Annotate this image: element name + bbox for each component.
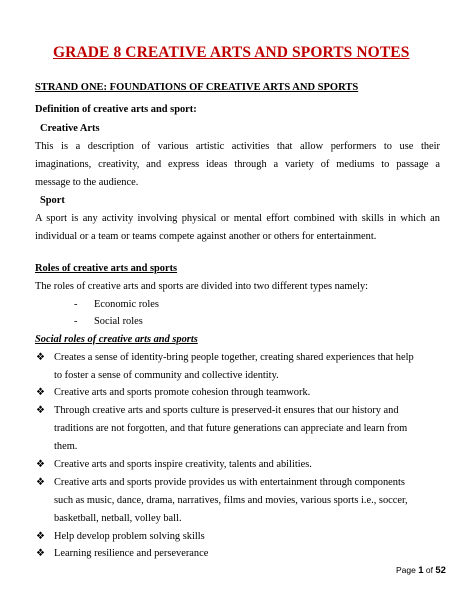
page-word: Page [396,565,416,575]
diamond-bullet-icon: ❖ [36,459,45,470]
strand-heading: STRAND ONE: FOUNDATIONS OF CREATIVE ARTS AND SPORTS [35,82,359,93]
social-role-line: Creative arts and sports provide provides us with entertainment through components [54,477,405,488]
current-page: 1 [418,565,424,576]
sport-line: A sport is any activity involving physical or mental effort combined with skills in which an [35,213,440,224]
creative-arts-line: imaginations, creativity, and express ideas through a variety of mediums to passage a [35,159,440,170]
page-number [396,565,446,576]
creative-arts-line: This is a description of various artistic activities that allow performers to use their [35,141,440,152]
roles-heading: Roles of creative arts and sports [35,263,178,274]
sport-line: individual or a team or teams compete against another or others for entertainment. [35,231,377,242]
roles-intro: The roles of creative arts and sports are divided into two different types namely: [35,281,369,292]
social-role-line: Help develop problem solving skills [54,531,205,542]
definition-heading: Definition of creative arts and sport: [35,104,197,115]
diamond-bullet-icon: ❖ [36,477,45,488]
diamond-bullet-icon: ❖ [36,405,45,416]
roles-list-item: Social roles [94,316,143,327]
social-role-line: to foster a sense of community and collective identity. [54,370,279,381]
diamond-bullet-icon: ❖ [36,352,45,363]
diamond-bullet-icon: ❖ [36,387,45,398]
roles-list-item: Economic roles [94,299,159,310]
social-role-line: such as music, dance, drama, narratives, films and movies, various sports i.e., soccer, [54,495,408,506]
of-word: of [425,565,433,575]
total-pages: 52 [435,565,446,576]
sport-heading: Sport [40,195,65,206]
social-roles-heading: Social roles of creative arts and sports [35,334,198,345]
social-role-line: Creates a sense of identity-bring people together, creating shared experiences that help [54,352,414,363]
social-role-line: traditions are not forgotten, and that future generations can appreciate and learn from [54,423,408,434]
creative-arts-heading: Creative Arts [40,123,100,134]
dash-marker: - [74,316,78,327]
diamond-bullet-icon: ❖ [36,531,45,542]
social-role-line: Through creative arts and sports culture is preserved-it ensures that our history and [54,405,399,416]
social-role-line: Creative arts and sports inspire creativity, talents and abilities. [54,459,312,470]
document-title: GRADE 8 CREATIVE ARTS AND SPORTS NOTES [53,44,410,61]
social-role-line: basketball, netball, volley ball. [54,513,182,524]
diamond-bullet-icon: ❖ [36,548,45,559]
creative-arts-line: message to the audience. [35,177,139,188]
social-role-line: Creative arts and sports promote cohesion through teamwork. [54,387,311,398]
social-role-line: them. [54,441,78,452]
dash-marker: - [74,299,78,310]
social-role-line: Learning resilience and perseverance [54,548,209,559]
